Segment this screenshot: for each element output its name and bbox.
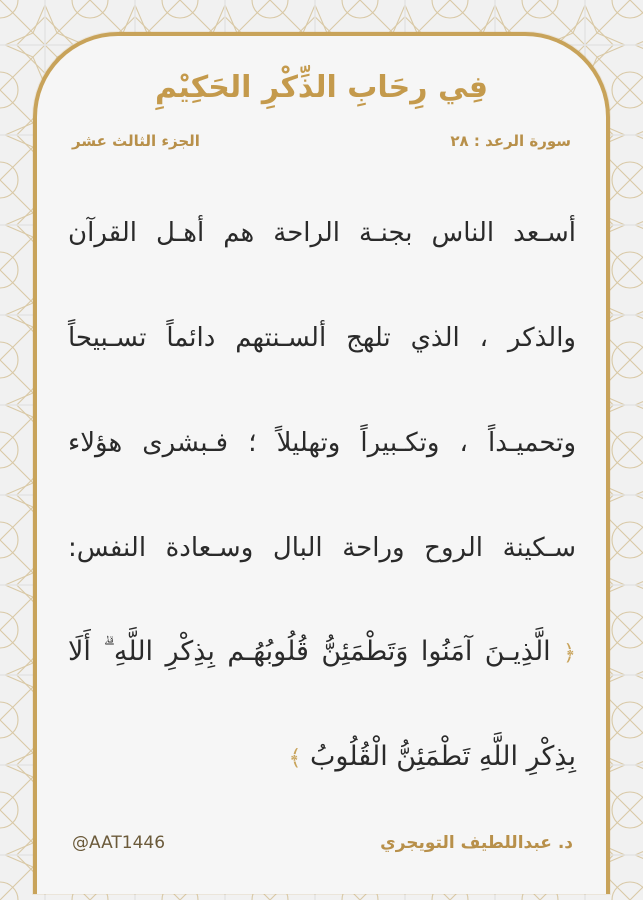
body-line-1: أسـعد الناس بجنـة الراحة هم أهـل القرآن [68,218,576,248]
social-handle: @AAT1446 [72,833,166,853]
verse-line-1 [68,632,576,674]
juz-label: الجزء الثالث عشر [72,132,200,150]
verse-line-2 [68,737,576,779]
verse-text-2: بِذِكْرِ اللَّهِ تَطْمَئِنُّ الْقُلُوبُ [310,741,576,772]
ornate-bracket-open-icon: ﴿ [563,641,576,666]
surah-reference: سورة الرعد : ٢٨ [450,132,571,150]
page-title: فِي رِحَابِ الذِّكْرِ الحَكِيْمِ [154,70,488,105]
verse-text-1: الَّذِيـنَ آمَنُوا وَتَطْمَئِنُّ قُلُوبُهُـم بِذِكْرِ اللَّهِ ۗ أَلَا [68,636,551,667]
ornate-bracket-close-icon: ﴾ [288,746,302,771]
body-line-4: سـكينة الروح وراحة البال وسـعادة النفس: [68,533,576,563]
author-name: د. عبداللطيف التويجري [380,833,573,853]
body-line-2: والذكر ، الذي تلهج ألسـنتهم دائماً تسـبيحاً [68,323,576,353]
body-line-3: وتحميـداً ، وتكـبيراً وتهليلاً ؛ فـبشرى هؤلاء [68,428,576,458]
